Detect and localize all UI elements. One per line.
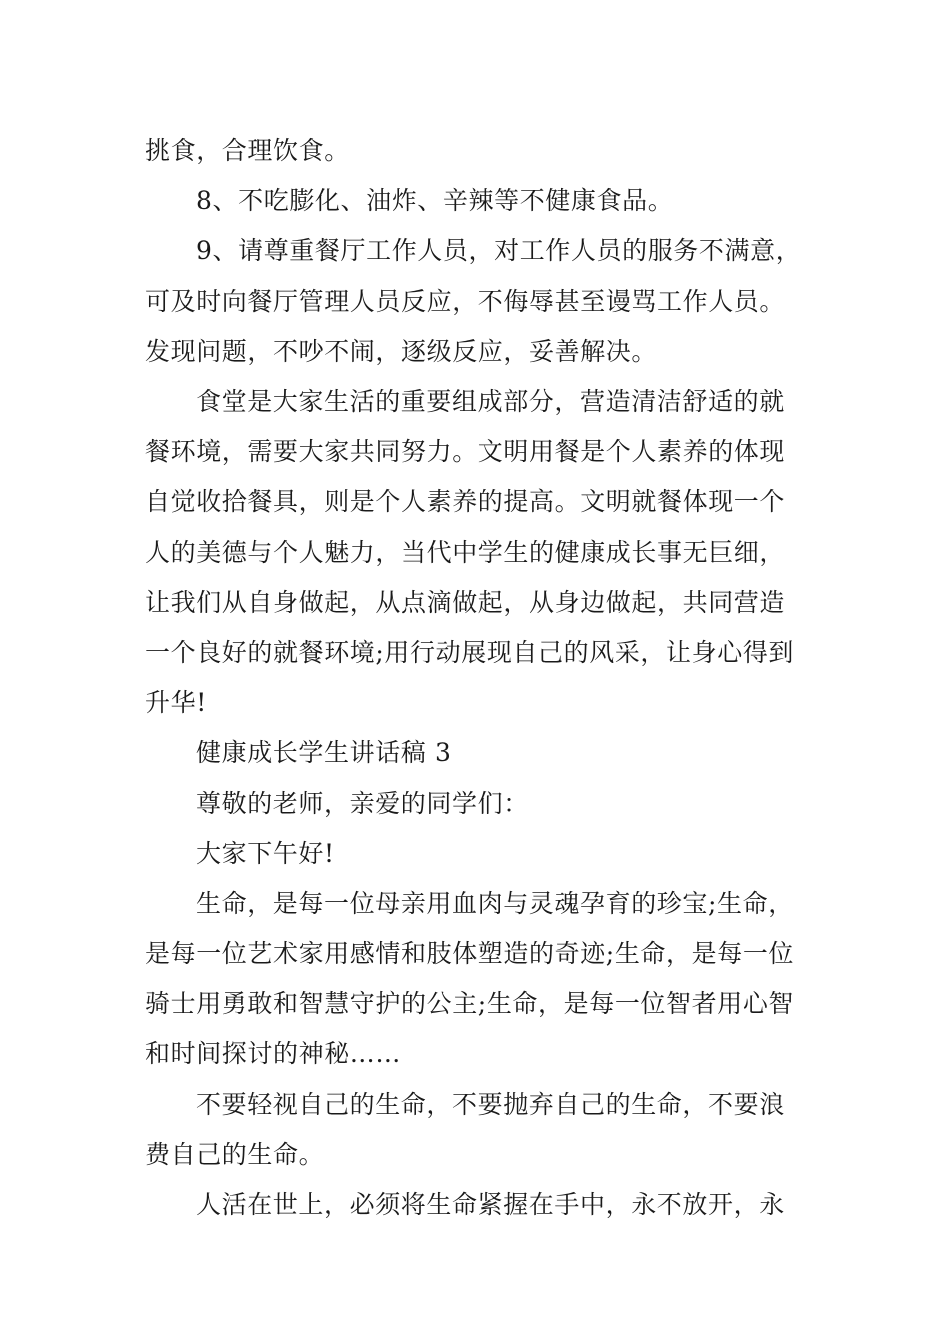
text-line: 一个良好的就餐环境;用行动展现自己的风采，让身心得到 bbox=[145, 638, 795, 667]
text-line: 人的美德与个人魅力，当代中学生的健康成长事无巨细， bbox=[145, 538, 786, 567]
text-line: 餐环境，需要大家共同努力。文明用餐是个人素养的体现 bbox=[145, 437, 786, 466]
paragraph-start: 生命，是每一位母亲用血肉与灵魂孕育的珍宝;生命， bbox=[196, 889, 794, 918]
greeting: 大家下午好! bbox=[196, 839, 335, 868]
text-line: 和时间探讨的神秘…… bbox=[145, 1039, 402, 1068]
list-item-9: 9、请尊重餐厅工作人员，对工作人员的服务不满意， bbox=[196, 236, 802, 265]
text-line: 发现问题，不吵不闹，逐级反应，妥善解决。 bbox=[145, 337, 658, 366]
list-item-8: 8、不吃膨化、油炸、辛辣等不健康食品。 bbox=[196, 186, 674, 215]
text-line: 可及时向餐厅管理人员反应，不侮辱甚至谩骂工作人员。 bbox=[145, 287, 786, 316]
section-heading: 健康成长学生讲话稿 3 bbox=[196, 738, 452, 767]
salutation: 尊敬的老师，亲爱的同学们： bbox=[196, 789, 529, 818]
text-line: 挑食，合理饮食。 bbox=[145, 136, 350, 165]
text-line: 自觉收拾餐具，则是个人素养的提高。文明就餐体现一个 bbox=[145, 487, 786, 516]
text-line: 让我们从自身做起，从点滴做起，从身边做起，共同营造 bbox=[145, 588, 786, 617]
text-line: 是每一位艺术家用感情和肢体塑造的奇迹;生命，是每一位 bbox=[145, 939, 795, 968]
paragraph-start: 人活在世上，必须将生命紧握在手中，永不放开，永 bbox=[196, 1190, 785, 1219]
text-line: 升华! bbox=[145, 688, 207, 717]
text-line: 骑士用勇敢和智慧守护的公主;生命，是每一位智者用心智 bbox=[145, 989, 795, 1018]
text-line: 费自己的生命。 bbox=[145, 1140, 325, 1169]
paragraph-start: 不要轻视自己的生命，不要抛弃自己的生命，不要浪 bbox=[196, 1090, 785, 1119]
paragraph-start: 食堂是大家生活的重要组成部分，营造清洁舒适的就 bbox=[196, 387, 785, 416]
